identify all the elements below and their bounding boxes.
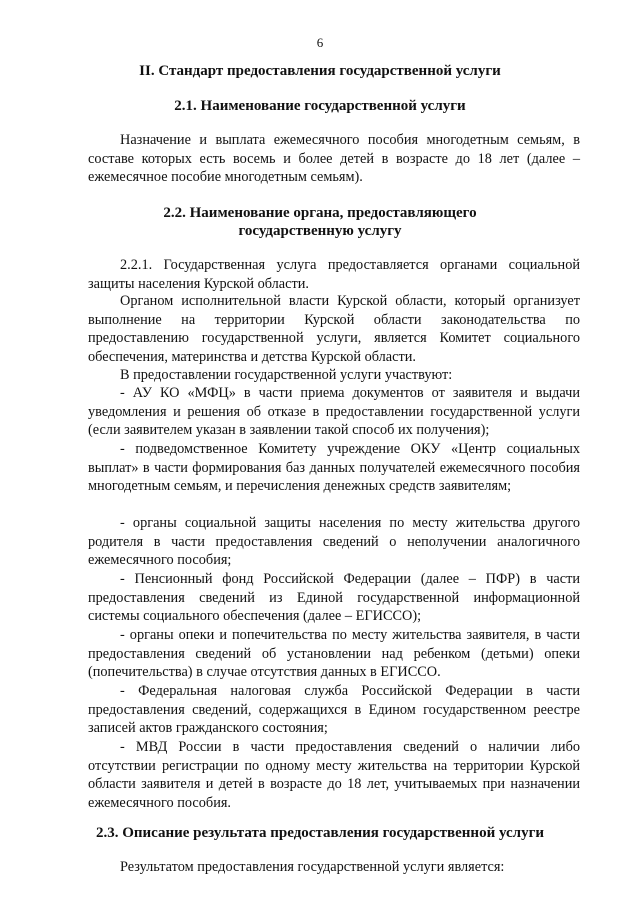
paragraph: Органом исполнительной власти Курской области, который организует выполнение на территории Курской области законодательства по предоставлению государственной услуги, является Комитет социального обеспечения, материнства и детства Курской области. [88, 293, 580, 365]
list-item: - АУ КО «МФЦ» в части приема документов от заявителя и выдачи уведомления и решения об отказе в предоставлении государственной услуги (если заявителем указан в заявлении такой способ их получения); [88, 385, 580, 439]
subsection-2-3-text: Результатом предоставления государственной услуги является: [120, 859, 505, 875]
subsection-2-1-title: 2.1. Наименование государственной услуги [174, 98, 466, 114]
section-title: II. Стандарт предоставления государственной услуги [139, 63, 501, 79]
subsection-2-2-title-line1: 2.2. Наименование органа, предоставляющего [163, 205, 477, 221]
list-item: - МВД России в части предоставления сведений о наличии либо отсутствии регистрации по одному месту жительства на территории Курской области заявителя и детей в возрасте до 18 лет, учитываемых при назначении ежемесячного пособия. [88, 739, 580, 811]
paragraph: В предоставлении государственной услуги участвуют: [120, 367, 453, 383]
list-item: - органы социальной защиты населения по месту жительства другого родителя в части предоставления сведений о неполучении аналогичного ежемесячного пособия; [88, 515, 580, 569]
subsection-2-2-title-line2: государственную услугу [238, 223, 402, 239]
subsection-2-1-text: Назначение и выплата ежемесячного пособия многодетным семьям, в составе которых есть восемь и более детей в возрасте до 18 лет (далее – ежемесячное пособие многодетным семьям). [88, 132, 580, 186]
list-item: - Федеральная налоговая служба Российской Федерации в части предоставления сведений, содержащихся в Едином государственном реестре записей актов гражданского состояния; [88, 683, 580, 737]
list-item: - подведомственное Комитету учреждение ОКУ «Центр социальных выплат» в части формирования баз данных получателей ежемесячного пособия многодетным семьям, и перечисления денежных средств заявителям; [88, 441, 580, 495]
list-item: - Пенсионный фонд Российской Федерации (далее – ПФР) в части предоставления сведений из Единой государственной информационной системы социального обеспечения (далее – ЕГИССО); [88, 571, 580, 625]
page-number: 6 [316, 35, 324, 50]
paragraph: 2.2.1. Государственная услуга предоставляется органами социальной защиты населения Курской области. [88, 257, 580, 292]
subsection-2-3-title: 2.3. Описание результата предоставления государственной услуги [95, 825, 545, 841]
list-item: - органы опеки и попечительства по месту жительства заявителя, в части предоставления сведений об установлении над ребенком (детьми) опеки (попечительства) в случае отсутствия данных в ЕГИССО. [88, 627, 580, 681]
